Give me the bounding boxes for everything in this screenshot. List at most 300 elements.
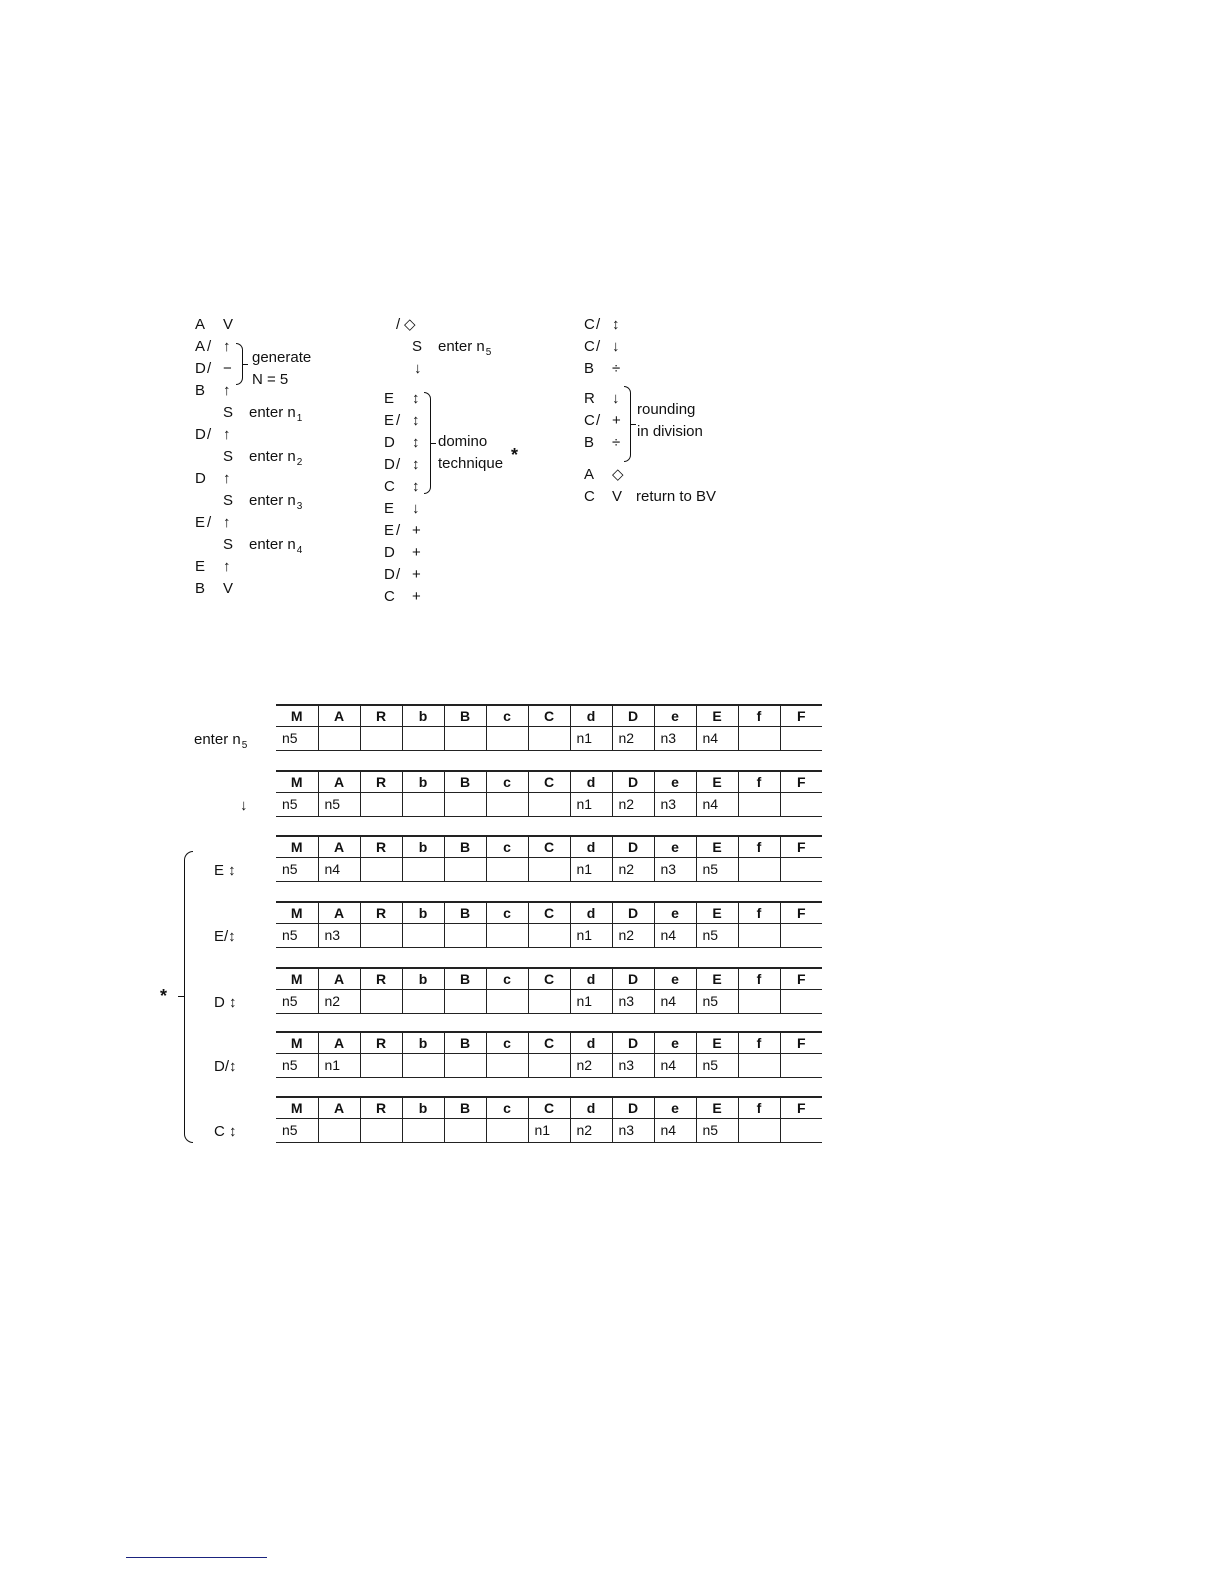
program-line — [195, 424, 415, 446]
register-header-cell: d — [570, 1097, 612, 1118]
register-header-row — [276, 968, 822, 989]
register-value-cell — [402, 923, 444, 947]
register-header-cell: c — [486, 968, 528, 989]
register-value-cell — [444, 1118, 486, 1142]
register-value-cell — [738, 1118, 780, 1142]
register-header-cell: A — [318, 902, 360, 923]
register-value-cell — [360, 1053, 402, 1077]
register-step — [0, 704, 1224, 764]
register-value-cell: n4 — [696, 792, 738, 816]
register-value-cell: n5 — [276, 1118, 318, 1142]
register-value-cell — [486, 857, 528, 881]
register-header-cell: R — [360, 968, 402, 989]
register-value-row — [276, 726, 822, 750]
register-value-cell: n3 — [318, 923, 360, 947]
generate-note-line1: generate — [252, 349, 312, 366]
register-value-cell — [360, 1118, 402, 1142]
register-value-cell: n1 — [570, 857, 612, 881]
domino-steps-brace-tip — [178, 996, 185, 997]
program-note-text: enter n — [249, 536, 296, 553]
register-header-cell: F — [780, 836, 822, 857]
program-operation: + — [612, 412, 621, 429]
program-note-text: enter n — [249, 448, 296, 465]
program-register: E — [195, 558, 206, 575]
register-value-cell: n5 — [696, 1053, 738, 1077]
program-slash: / — [207, 360, 212, 377]
program-operation: V — [223, 580, 234, 597]
register-value-cell — [780, 1118, 822, 1142]
register-header-row — [276, 836, 822, 857]
register-value-cell: n4 — [654, 1053, 696, 1077]
register-table — [276, 1031, 822, 1078]
step-label — [214, 927, 236, 947]
register-value-cell: n5 — [276, 923, 318, 947]
register-value-cell — [444, 792, 486, 816]
register-header-cell: D — [612, 968, 654, 989]
program-note-text: enter n — [249, 404, 296, 421]
register-header-cell: b — [402, 1097, 444, 1118]
register-header-cell: A — [318, 968, 360, 989]
register-table — [276, 770, 822, 817]
program-operation: ↑ — [223, 426, 231, 443]
register-value-cell — [780, 923, 822, 947]
register-header-cell: D — [612, 1097, 654, 1118]
program-line — [195, 446, 415, 468]
register-value-cell — [360, 726, 402, 750]
register-header-cell: c — [486, 836, 528, 857]
register-header-cell: B — [444, 705, 486, 726]
register-header-cell: M — [276, 1097, 318, 1118]
register-value-cell: n4 — [696, 726, 738, 750]
program-line — [195, 468, 415, 490]
program-line — [384, 476, 604, 498]
program-register: E — [384, 522, 395, 539]
register-header-cell: B — [444, 968, 486, 989]
register-header-cell: R — [360, 705, 402, 726]
register-header-cell: A — [318, 1097, 360, 1118]
register-value-cell — [780, 857, 822, 881]
register-header-cell: F — [780, 705, 822, 726]
program-note — [249, 490, 302, 514]
register-value-cell: n3 — [612, 1118, 654, 1142]
register-value-cell: n3 — [654, 726, 696, 750]
register-value-cell: n2 — [612, 726, 654, 750]
register-header-cell: B — [444, 771, 486, 792]
program-operation: ↕ — [412, 456, 420, 473]
program-note-subscript: 4 — [296, 545, 303, 556]
program-note — [636, 486, 716, 508]
register-value-cell: n5 — [696, 923, 738, 947]
register-header-cell: e — [654, 771, 696, 792]
register-value-cell — [780, 1053, 822, 1077]
register-value-cell — [528, 923, 570, 947]
generate-note — [252, 347, 311, 391]
register-header-cell: d — [570, 771, 612, 792]
register-header-cell: e — [654, 968, 696, 989]
register-value-cell: n1 — [570, 989, 612, 1013]
program-slash: / — [207, 338, 212, 355]
program-operation: ↓ — [412, 500, 420, 517]
program-line — [384, 314, 604, 336]
register-header-cell: D — [612, 771, 654, 792]
register-header-cell: f — [738, 771, 780, 792]
register-header-cell: C — [528, 902, 570, 923]
register-value-cell — [738, 726, 780, 750]
register-value-cell — [318, 1118, 360, 1142]
step-label — [214, 1122, 237, 1142]
program-slash: / — [596, 338, 601, 355]
register-value-row — [276, 792, 822, 816]
program-note — [438, 336, 491, 360]
register-value-cell: n5 — [696, 1118, 738, 1142]
register-header-cell: c — [486, 1032, 528, 1053]
register-header-cell: A — [318, 1032, 360, 1053]
program-line — [584, 336, 804, 358]
register-value-cell — [402, 792, 444, 816]
program-register: C — [384, 478, 395, 495]
register-header-cell: M — [276, 1032, 318, 1053]
register-value-cell — [360, 792, 402, 816]
register-value-cell: n2 — [612, 857, 654, 881]
register-value-cell — [486, 923, 528, 947]
register-value-cell — [360, 857, 402, 881]
register-value-cell — [528, 857, 570, 881]
register-value-cell — [318, 726, 360, 750]
program-operation: ↑ — [223, 514, 231, 531]
register-value-cell: n1 — [570, 726, 612, 750]
program-note-subscript: 2 — [296, 457, 303, 468]
register-value-cell: n3 — [612, 989, 654, 1013]
program-operation: ↑ — [223, 470, 231, 487]
register-value-cell — [528, 792, 570, 816]
program-register: D — [195, 470, 206, 487]
register-value-cell: n5 — [276, 989, 318, 1013]
program-line — [384, 358, 604, 380]
program-register: R — [584, 390, 595, 407]
program-operation: ◇ — [404, 316, 416, 333]
program-line — [584, 314, 804, 336]
program-line — [384, 388, 604, 410]
program-line — [384, 498, 604, 520]
program-operation: + — [412, 566, 421, 583]
register-header-cell: D — [612, 1032, 654, 1053]
register-table — [276, 835, 822, 882]
register-header-cell: e — [654, 705, 696, 726]
register-value-cell — [486, 1053, 528, 1077]
register-header-row — [276, 705, 822, 726]
program-line — [195, 490, 415, 512]
register-header-cell: c — [486, 902, 528, 923]
program-register: E — [195, 514, 206, 531]
register-header-cell: R — [360, 771, 402, 792]
register-value-cell: n3 — [612, 1053, 654, 1077]
program-line — [584, 486, 804, 508]
register-value-cell: n5 — [276, 792, 318, 816]
step-label-text: E/↕ — [214, 928, 236, 945]
register-value-cell: n1 — [318, 1053, 360, 1077]
register-value-cell — [444, 726, 486, 750]
register-value-cell — [402, 989, 444, 1013]
program-register: S — [412, 338, 423, 355]
register-header-cell: e — [654, 1097, 696, 1118]
program-note — [249, 402, 302, 426]
register-value-cell — [444, 989, 486, 1013]
register-header-cell: C — [528, 1032, 570, 1053]
program-operation: ÷ — [612, 434, 621, 451]
program-slash: / — [396, 566, 401, 583]
program-line — [384, 336, 604, 358]
program-operation: ↕ — [412, 412, 420, 429]
program-operation: ↕ — [412, 478, 420, 495]
register-value-cell: n1 — [570, 923, 612, 947]
domino-note-line2: technique — [438, 455, 504, 472]
register-value-cell — [528, 989, 570, 1013]
register-value-cell — [738, 792, 780, 816]
register-header-cell: C — [528, 705, 570, 726]
register-value-cell — [444, 923, 486, 947]
program-line — [195, 556, 415, 578]
step-label — [214, 993, 237, 1013]
register-value-cell — [780, 989, 822, 1013]
program-note-subscript: 5 — [485, 347, 492, 358]
register-header-cell: E — [696, 771, 738, 792]
register-header-cell: F — [780, 968, 822, 989]
program-line — [384, 410, 604, 432]
register-header-cell: F — [780, 1097, 822, 1118]
register-value-cell — [738, 1053, 780, 1077]
register-table — [276, 901, 822, 948]
program-operation: + — [412, 544, 421, 561]
program-line — [384, 542, 604, 564]
program-note-text: return to BV — [636, 488, 717, 505]
register-value-cell: n3 — [654, 792, 696, 816]
step-label-text: C ↕ — [214, 1123, 237, 1140]
register-value-cell: n4 — [654, 923, 696, 947]
step-label-text: E ↕ — [214, 862, 236, 879]
program-operation: V — [223, 316, 234, 333]
register-header-cell: E — [696, 1032, 738, 1053]
register-value-cell: n2 — [570, 1118, 612, 1142]
register-value-cell: n4 — [318, 857, 360, 881]
rounding-note-line2: in division — [637, 423, 703, 440]
program-line — [384, 586, 604, 608]
register-header-cell: A — [318, 836, 360, 857]
register-value-cell: n1 — [570, 792, 612, 816]
register-header-cell: e — [654, 1032, 696, 1053]
program-operation: + — [412, 522, 421, 539]
register-value-cell — [360, 923, 402, 947]
program-slash: / — [596, 412, 601, 429]
register-header-cell: e — [654, 836, 696, 857]
register-header-cell: C — [528, 1097, 570, 1118]
domino-brace — [424, 392, 431, 494]
program-operation: ↓ — [414, 360, 422, 377]
register-header-cell: b — [402, 836, 444, 857]
program-operation: ↑ — [223, 558, 231, 575]
register-header-cell: D — [612, 836, 654, 857]
program-line — [195, 534, 415, 556]
register-value-cell — [738, 923, 780, 947]
register-value-cell: n4 — [654, 989, 696, 1013]
program-note — [249, 534, 302, 558]
register-value-cell: n5 — [276, 726, 318, 750]
register-header-cell: f — [738, 902, 780, 923]
register-header-cell: b — [402, 902, 444, 923]
program-register: S — [223, 448, 234, 465]
step-label-text: D ↕ — [214, 994, 237, 1011]
register-header-cell: E — [696, 968, 738, 989]
register-value-cell: n1 — [528, 1118, 570, 1142]
program-slash: / — [396, 522, 401, 539]
register-header-cell: F — [780, 1032, 822, 1053]
register-value-cell — [360, 989, 402, 1013]
register-header-cell: D — [612, 902, 654, 923]
register-header-cell: F — [780, 771, 822, 792]
program-operation: ÷ — [612, 360, 621, 377]
register-value-row — [276, 1053, 822, 1077]
register-table — [276, 967, 822, 1014]
register-value-cell — [486, 792, 528, 816]
program-slash: / — [396, 456, 401, 473]
program-note-text: enter n — [249, 492, 296, 509]
program-register: D — [195, 426, 206, 443]
register-header-cell: E — [696, 836, 738, 857]
program-operation: V — [612, 488, 623, 505]
program-register: A — [584, 466, 595, 483]
register-value-cell: n2 — [570, 1053, 612, 1077]
register-value-cell — [780, 726, 822, 750]
register-header-cell: f — [738, 968, 780, 989]
program-slash: / — [396, 316, 401, 333]
register-header-cell: M — [276, 968, 318, 989]
register-header-row — [276, 1032, 822, 1053]
register-value-cell: n5 — [696, 857, 738, 881]
register-value-row — [276, 1118, 822, 1142]
register-value-cell: n3 — [654, 857, 696, 881]
register-value-row — [276, 923, 822, 947]
program-operation: ↕ — [612, 316, 620, 333]
rounding-note-line1: rounding — [637, 401, 696, 418]
register-header-cell: d — [570, 836, 612, 857]
register-header-cell: A — [318, 771, 360, 792]
program-operation: ↓ — [612, 338, 620, 355]
program-note-text: enter n — [438, 338, 485, 355]
program-line — [384, 564, 604, 586]
domino-note — [438, 431, 503, 475]
register-value-cell: n5 — [276, 1053, 318, 1077]
program-register: E — [384, 500, 395, 517]
register-value-cell: n2 — [318, 989, 360, 1013]
rounding-brace — [624, 386, 631, 462]
register-header-cell: c — [486, 771, 528, 792]
register-header-cell: R — [360, 1097, 402, 1118]
register-header-cell: d — [570, 968, 612, 989]
register-value-cell — [738, 857, 780, 881]
register-value-cell — [486, 989, 528, 1013]
register-value-cell: n5 — [318, 792, 360, 816]
program-register: C — [584, 338, 595, 355]
register-value-cell — [780, 792, 822, 816]
program-register: C — [584, 316, 595, 333]
register-header-cell: b — [402, 1032, 444, 1053]
program-register: B — [584, 360, 595, 377]
program-line — [384, 520, 604, 542]
register-header-cell: C — [528, 771, 570, 792]
register-value-cell — [444, 1053, 486, 1077]
program-register: D — [384, 566, 395, 583]
step-label — [214, 1057, 237, 1077]
register-header-cell: B — [444, 1032, 486, 1053]
register-header-cell: C — [528, 968, 570, 989]
register-header-cell: M — [276, 836, 318, 857]
domino-steps-brace — [184, 851, 193, 1143]
register-value-cell — [528, 1053, 570, 1077]
domino-steps-star: * — [160, 986, 168, 1006]
program-register: E — [384, 390, 395, 407]
register-header-cell: R — [360, 1032, 402, 1053]
program-operation: + — [412, 588, 421, 605]
register-value-cell — [402, 857, 444, 881]
register-header-cell: d — [570, 902, 612, 923]
program-register: S — [223, 536, 234, 553]
program-line — [584, 358, 804, 380]
generate-brace — [236, 343, 243, 385]
register-header-cell: M — [276, 705, 318, 726]
register-header-cell: f — [738, 836, 780, 857]
register-header-cell: E — [696, 902, 738, 923]
register-value-cell — [486, 726, 528, 750]
program-register: D — [195, 360, 206, 377]
program-register: S — [223, 404, 234, 421]
register-table — [276, 704, 822, 751]
step-label — [214, 861, 236, 881]
program-line — [195, 314, 415, 336]
program-slash: / — [207, 426, 212, 443]
register-value-row — [276, 857, 822, 881]
program-slash: / — [596, 316, 601, 333]
program-line — [195, 578, 415, 600]
register-header-cell: d — [570, 705, 612, 726]
register-value-cell — [486, 1118, 528, 1142]
generate-note-line2: N = 5 — [252, 371, 289, 388]
program-operation: ↑ — [223, 382, 231, 399]
program-register: C — [584, 488, 595, 505]
program-operation: ↕ — [412, 390, 420, 407]
program-note-subscript: 1 — [296, 413, 303, 424]
program-operation: ↓ — [612, 390, 620, 407]
register-header-cell: f — [738, 705, 780, 726]
program-register: S — [223, 492, 234, 509]
program-slash: / — [396, 412, 401, 429]
register-value-cell — [444, 857, 486, 881]
program-operation: ◇ — [612, 466, 624, 483]
rounding-note — [637, 399, 703, 443]
program-operation: ↑ — [223, 338, 231, 355]
register-value-cell: n4 — [654, 1118, 696, 1142]
register-header-cell: B — [444, 902, 486, 923]
program-register: D — [384, 456, 395, 473]
register-header-row — [276, 771, 822, 792]
register-header-cell: E — [696, 705, 738, 726]
step-label-text: ↓ — [240, 797, 248, 814]
domino-footnote-star: * — [511, 445, 519, 465]
register-header-row — [276, 902, 822, 923]
register-value-cell: n5 — [276, 857, 318, 881]
register-header-cell: f — [738, 1032, 780, 1053]
register-header-cell: c — [486, 705, 528, 726]
register-header-row — [276, 1097, 822, 1118]
program-register: C — [384, 588, 395, 605]
